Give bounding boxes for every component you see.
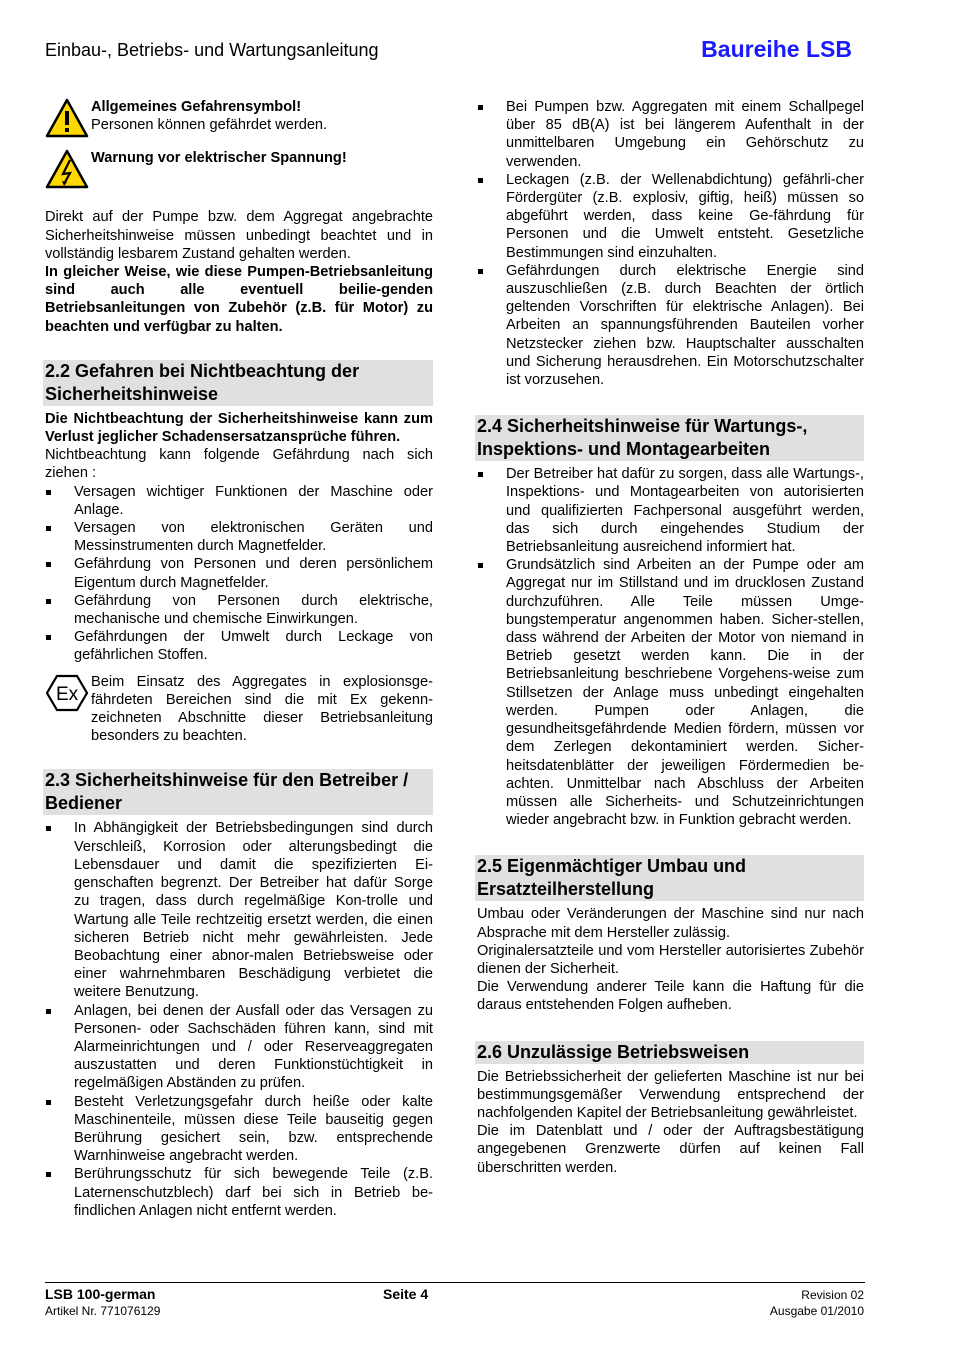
- list-item: Versagen wichtiger Funktionen der Maschine oder Anlage.: [45, 483, 433, 519]
- left-column: [45, 98, 433, 1220]
- list-item: Gefährdungen der Umwelt durch Leckage von gefährlichen Stoffen.: [45, 628, 433, 664]
- ex-text: Beim Einsatz des Aggregates in explosionsge-fährdeten Bereichen sind die mit Ex gekenn-zeichneten Abschnitte dieser Betriebsanleitung besonders zu beachten.: [91, 673, 433, 745]
- general-hazard-notice: [45, 98, 433, 143]
- footer-doc-id: LSB 100-german: [45, 1286, 156, 1302]
- footer-divider: [45, 1282, 865, 1283]
- list-item: Der Betreiber hat dafür zu sorgen, dass alle Wartungs-, Inspektions- und Montagearbeiten von autorisierten und qualifizierten Fachpersonal ausgeführt werden, das sich durch eingehendes Studium der Betriebsanleitung ausreichend informiert hat.: [477, 465, 864, 556]
- heading-2-4: 2.4 Sicherheitshinweise für Wartungs-, Inspektions- und Montagearbeiten: [475, 415, 864, 461]
- header-title: Einbau-, Betriebs- und Wartungsanleitung: [45, 40, 379, 60]
- hazard-title: Allgemeines Gefahrensymbol!: [91, 99, 302, 115]
- list-item: In Abhängigkeit der Betriebsbedingungen sind durch Verschleiß, Korrosion oder alterungsbedingt die Lebensdauer und damit die spezifizierten Ei-genschaften begrenzt. Der Betreiber hat dafür Sorge zu tragen, dass durch regelmäßige Kon-trolle und Wartung alle Teile rechtzeitig ersetzt werden, die einen sicheren Betrieb nicht mehr gewährleisten. Jede Beobachtung einer abnor-malen Betriebsweise oder einer wahrnehmbaren Beschädigung verbietet die weitere Benutzung.: [45, 819, 433, 1001]
- list-item: Besteht Verletzungsgefahr durch heiße oder kalte Maschinenteile, müssen diese Teile bauseitig gegen Berührung gesichert sein, bzw. entsprechende Warnhinweise angebracht werden.: [45, 1093, 433, 1166]
- s22-text: Nichtbeachtung kann folgende Gefährdung nach sich ziehen :: [45, 447, 433, 482]
- ex-notice: [45, 673, 433, 746]
- footer-edition: Ausgabe 01/2010: [769, 1304, 864, 1318]
- heading-2-2: 2.2 Gefahren bei Nichtbeachtung der Sicherheitshinweise: [43, 360, 433, 406]
- footer-revision: Revision 02: [801, 1288, 864, 1302]
- list-item: Gefährdungen durch elektrische Energie sind auszuschließen (z.B. durch Beachten der örtlich geltenden Vorschriften für elektrische Anlagen). Bei Arbeiten an spannungsführenden Bauteilen vorher Netzstecker ziehen bzw. Hauptschalter ausschalten und Sicherung herausdrehen. Ein Motorschutzschalter ist vorzusehen.: [477, 262, 864, 389]
- s23-list: [45, 819, 433, 1219]
- heading-2-3: 2.3 Sicherheitshinweise für den Betreiber / Bediener: [43, 769, 433, 815]
- s26-p2: Die im Datenblatt und / oder der Auftragsbestätigung angegebenen Grenzwerte dürfen auf keinen Fall überschritten werden.: [477, 1123, 864, 1176]
- s26-p1: Die Betriebssicherheit der gelieferten Maschine ist nur bei bestimmungsgemäßer Verwendung entsprechend der nachfolgenden Kapitel der Betriebsanleitung gewährleistet.: [477, 1068, 864, 1121]
- ex-hexagon-icon: [45, 673, 91, 718]
- intro-text: Direkt auf der Pumpe bzw. dem Aggregat angebrachte Sicherheitshinweise müssen unbedingt beachtet und in vollständig lesbarem Zustand gehalten werden.: [45, 209, 433, 262]
- hazard-text: Personen können gefährdet werden.: [91, 117, 328, 134]
- right-column: [477, 98, 864, 1177]
- intro-bold-text: In gleicher Weise, wie diese Pumpen-Betriebsanleitung sind auch alle eventuell beilie-genden Betriebsanleitungen von Zubehör (z.B. für Motor) zu beachten und verfügbar zu halten.: [45, 264, 433, 335]
- s22-list: [45, 483, 433, 665]
- footer-page: Seite 4: [383, 1286, 429, 1302]
- top-list: [477, 98, 864, 389]
- high-voltage-icon: [45, 149, 91, 194]
- footer-article: Artikel Nr. 771076129: [45, 1304, 161, 1318]
- heading-2-6: 2.6 Unzulässige Betriebsweisen: [475, 1041, 864, 1064]
- s22-bold: Die Nichtbeachtung der Sicherheitshinweise kann zum Verlust jeglicher Schadensersatzansprüche führen.: [45, 410, 433, 446]
- s24-list: [477, 465, 864, 829]
- list-item: Bei Pumpen bzw. Aggregaten mit einem Schallpegel über 85 dB(A) ist bei längerem Aufenthalt in der unmittelbaren Umgebung ein Gehörschutz zu verwenden.: [477, 98, 864, 171]
- s25-p2: Originalersatzteile und vom Hersteller autorisiertes Zubehör dienen der Sicherheit.: [477, 942, 864, 977]
- list-item: Versagen von elektronischen Geräten und Messinstrumenten durch Magnetfelder.: [45, 519, 433, 555]
- voltage-warning-title: Warnung vor elektrischer Spannung!: [91, 150, 347, 167]
- s25-p1: Umbau oder Veränderungen der Maschine sind nur nach Absprache mit dem Hersteller zulässig.: [477, 906, 864, 941]
- list-item: Leckagen (z.B. der Wellenabdichtung) gefährli-cher Fördergüter (z.B. explosiv, giftig, heiß) müssen so abgeführt werden, dass keine Ge-fährdung für Personen und die Umwelt entsteht. Gesetzliche Bestimmungen sind einzuhalten.: [477, 171, 864, 262]
- list-item: Grundsätzlich sind Arbeiten an der Pumpe oder am Aggregat nur im Stillstand und im drucklosen Zustand durchzuführen. Alle Teile müssen Umge-bungstemperatur angenommen haben. Sicher-stellen, dass während der Arbeiten der Motor von niemand in Betrieb gesetzt werden kann. Die in der Betriebsanleitung beschriebene Vorgehens-weise zum Stillsetzen der Anlage muss unbedingt eingehalten werden. Pumpen oder Anlagen, die gesundheitsgefährdende Medien fördern, müssen vor dem Zerlegen dekontaminiert werden. Sicher-heitsdatenblätter der jeweiligen Fördermedien be-achten. Unmittelbar nach Abschluss der Arbeiten müssen alle Sicherheits- und Schutzeinrichtungen wieder angebracht bzw. in Funktion gebracht werden.: [477, 556, 864, 829]
- voltage-warning-notice: [45, 149, 433, 194]
- warning-triangle-icon: [45, 98, 91, 143]
- series-title: Baureihe LSB: [701, 36, 852, 62]
- list-item: Berührungsschutz für sich bewegende Teile (z.B. Laternenschutzblech) darf bei sich in Betrieb be-findlichen Anlagen nicht entfernt werden.: [45, 1165, 433, 1220]
- s25-p3: Die Verwendung anderer Teile kann die Haftung für die daraus entstehenden Folgen aufheben.: [477, 979, 864, 1014]
- list-item: Anlagen, bei denen der Ausfall oder das Versagen zu Personen- oder Sachschäden führen kann, sind mit Alarmeinrichtungen und / oder Reserveaggregaten auszustatten und deren Funktionstüchtigkeit in regelmäßigen Abständen zu prüfen.: [45, 1002, 433, 1093]
- svg-text:Ex: Ex: [56, 683, 79, 705]
- list-item: Gefährdung von Personen und deren persönlichem Eigentum durch Magnetfelder.: [45, 555, 433, 591]
- list-item: Gefährdung von Personen durch elektrische, mechanische und chemische Einwirkungen.: [45, 592, 433, 628]
- heading-2-5: 2.5 Eigenmächtiger Umbau und Ersatzteilherstellung: [475, 855, 864, 901]
